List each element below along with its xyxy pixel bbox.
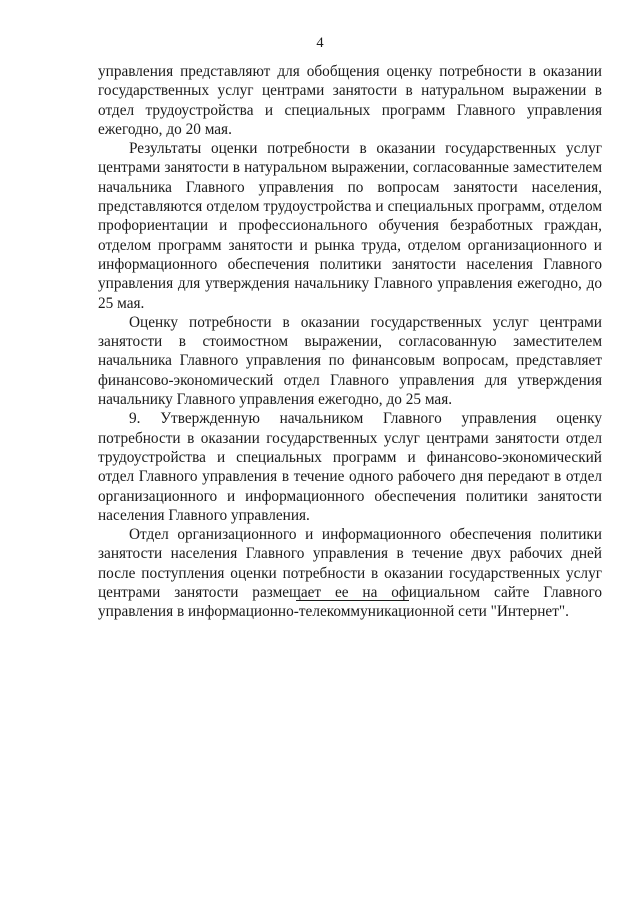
end-of-text-rule xyxy=(296,600,409,601)
paragraph-cost-assessment: Оценку потребности в оказании государственных услуг центрами занятости в стоимостном выражении, согласованную заместителем начальника Главного управления по финансовым вопросам, представляет финансово-экономический отдел Главного управления для утверждения начальнику Главного управления ежегодно, до 25 мая. xyxy=(98,313,602,409)
paragraph-continuation: управления представляют для обобщения оценку потребности в оказании государственных услуг центрами занятости в натуральном выражении в отдел трудоустройства и специальных программ Главного управления ежегодно, до 20 мая. xyxy=(98,63,602,138)
page-number: 4 xyxy=(316,35,324,51)
document-body xyxy=(98,62,602,622)
paragraph-item-9: 9. Утвержденную начальником Главного управления оценку потребности в оказании государственных услуг центрами занятости отдел трудоустройства и специальных программ и финансово-экономический отдел Главного управления в течение одного рабочего дня передают в отдел организационного и информационного обеспечения политики занятости населения Главного управления. xyxy=(98,410,602,524)
paragraph-publication: Отдел организационного и информационного обеспечения политики занятости населения Главного управления в течение двух рабочих дней после поступления оценки потребности в оказании государственных услуг центрами занятости размещает ее на официальном сайте Главного управления в информационно-телекоммуникационной сети "Интернет". xyxy=(98,526,602,621)
paragraph-results-natural: Результаты оценки потребности в оказании государственных услуг центрами занятости в натуральном выражении, согласованные заместителем начальника Главного управления по вопросам занятости населения, представляются отделом трудоустройства и специальных программ, отделом профориентации и профессионального обучения безработных граждан, отделом программ занятости и рынка труда, отделом организационного и информационного обеспечения политики занятости населения Главного управления для утверждения начальнику Главного управления ежегодно, до 25 мая. xyxy=(98,140,602,312)
